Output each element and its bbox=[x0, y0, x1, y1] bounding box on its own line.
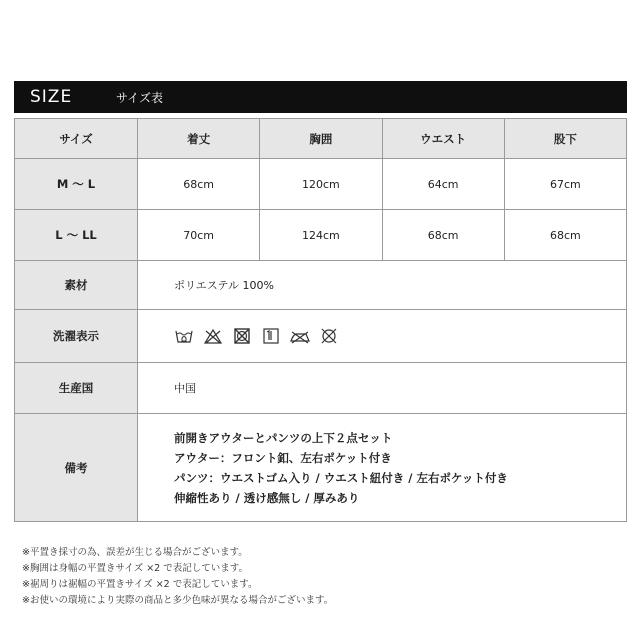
cell-length: 70cm bbox=[138, 210, 260, 261]
no-bleach-icon bbox=[203, 327, 223, 345]
footnotes bbox=[22, 545, 333, 609]
column-header-size: サイズ bbox=[15, 119, 138, 159]
no-tumble-dry-icon bbox=[232, 327, 252, 345]
care-row bbox=[15, 310, 627, 363]
notes-line: 伸縮性あり / 透け感無し / 厚みあり bbox=[174, 490, 360, 505]
no-dry-clean-icon bbox=[319, 327, 339, 345]
size-table bbox=[14, 118, 627, 522]
line-dry-icon bbox=[261, 327, 281, 345]
care-label: 洗濯表示 bbox=[15, 310, 138, 363]
notes-line: アウター：フロント釦、左右ポケット付き bbox=[174, 450, 392, 465]
column-header-length: 着丈 bbox=[138, 119, 260, 159]
hand-wash-icon bbox=[174, 327, 194, 345]
header-subtitle: サイズ表 bbox=[116, 90, 164, 105]
cell-chest: 124cm bbox=[260, 210, 382, 261]
material-row bbox=[15, 261, 627, 310]
notes-line: 前開きアウターとパンツの上下２点セット bbox=[174, 430, 393, 445]
care-icons bbox=[138, 310, 627, 363]
cell-inseam: 68cm bbox=[504, 210, 626, 261]
footnote: ※胸囲は身幅の平置きサイズ ×2 で表記しています。 bbox=[22, 563, 248, 574]
footnote: ※お使いの環境により実際の商品と多少色味が異なる場合がございます。 bbox=[22, 595, 334, 606]
table-row bbox=[15, 210, 627, 261]
row-size-label: L ～ LL bbox=[15, 210, 138, 261]
country-value: 中国 bbox=[138, 363, 627, 414]
material-value: ポリエステル 100% bbox=[138, 261, 627, 310]
notes-row bbox=[15, 414, 627, 522]
notes-value bbox=[138, 414, 627, 522]
table-header-row bbox=[15, 119, 627, 159]
header-title: SIZE bbox=[30, 87, 73, 107]
notes-line: パンツ：ウエストゴム入り / ウエスト紐付き / 左右ポケット付き bbox=[174, 470, 508, 485]
footnote: ※平置き採寸の為、誤差が生じる場合がございます。 bbox=[22, 547, 248, 558]
cell-chest: 120cm bbox=[260, 159, 382, 210]
column-header-waist: ウエスト bbox=[382, 119, 504, 159]
row-size-label: M ～ L bbox=[15, 159, 138, 210]
material-label: 素材 bbox=[15, 261, 138, 310]
column-header-inseam: 股下 bbox=[504, 119, 626, 159]
notes-label: 備考 bbox=[15, 414, 138, 522]
cell-inseam: 67cm bbox=[504, 159, 626, 210]
iron-low-icon bbox=[290, 327, 310, 345]
footnote: ※裾周りは裾幅の平置きサイズ ×2 で表記しています。 bbox=[22, 579, 258, 590]
table-row bbox=[15, 159, 627, 210]
country-label: 生産国 bbox=[15, 363, 138, 414]
column-header-chest: 胸囲 bbox=[260, 119, 382, 159]
cell-waist: 64cm bbox=[382, 159, 504, 210]
size-header bbox=[14, 81, 627, 113]
cell-waist: 68cm bbox=[382, 210, 504, 261]
country-row bbox=[15, 363, 627, 414]
cell-length: 68cm bbox=[138, 159, 260, 210]
